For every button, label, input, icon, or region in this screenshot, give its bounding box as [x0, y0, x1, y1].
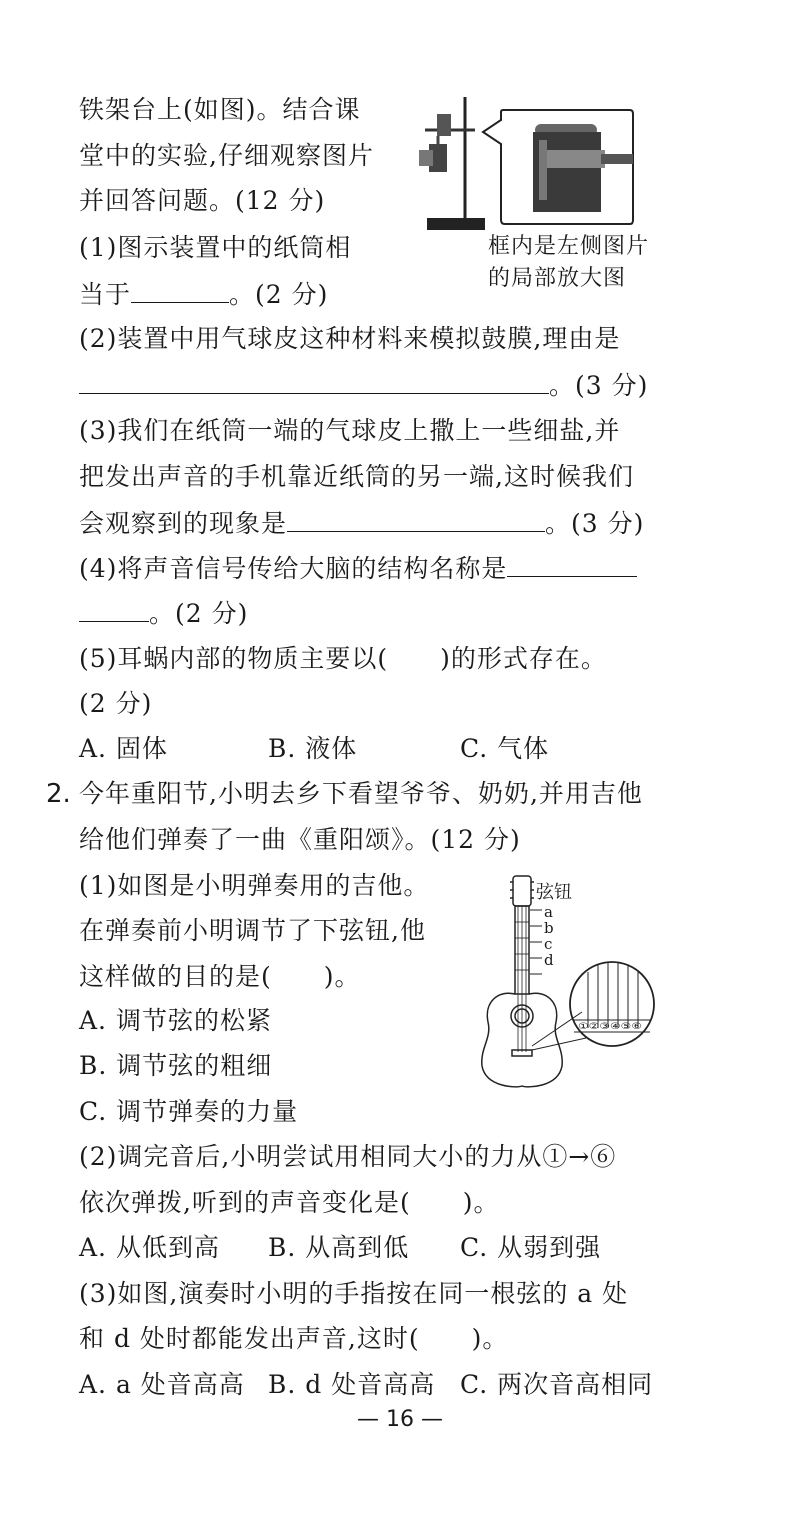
q1-p1-answer-blank[interactable]	[131, 278, 229, 303]
q2-p3-prefix: 和 d 处时都能发出声音,这时(	[79, 1324, 420, 1353]
q2-p1-option-a: A. 调节弦的松紧	[79, 1006, 272, 1035]
guitar-label-b: b	[544, 919, 554, 937]
iron-stand-illustration	[419, 97, 485, 230]
q1-p5-prefix: (5)耳蜗内部的物质主要以(	[79, 644, 389, 673]
q1-p2-answer-blank[interactable]	[79, 369, 549, 394]
q2-p2-option-c: C. 从弱到强	[460, 1233, 602, 1262]
q1-p3-line-3	[79, 507, 644, 540]
q1-p3-line-2: 把发出声音的手机靠近纸筒的另一端,这时候我们	[79, 462, 634, 491]
guitar-knob-label: 弦钮	[536, 882, 572, 903]
q1-p3-prefix: 会观察到的现象是	[79, 509, 288, 538]
q1-p5-option-a: A. 固体	[79, 734, 168, 763]
guitar-label-c: c	[544, 935, 553, 953]
q1-p5-option-c: C. 气体	[460, 734, 550, 763]
q1-p3-answer-blank[interactable]	[287, 507, 545, 532]
q1-p1-line-1: (1)图示装置中的纸筒相	[79, 233, 352, 262]
q2-p3-line-1: (3)如图,演奏时小明的手指按在同一根弦的 a 处	[79, 1279, 629, 1308]
q2-p2-line-2	[79, 1187, 499, 1219]
q2-p3-option-c: C. 两次音高相同	[460, 1370, 654, 1399]
q2-intro-line-1: 今年重阳节,小明去乡下看望爷爷、奶奶,并用吉他	[79, 779, 643, 808]
q1-p5-option-b: B. 液体	[268, 734, 358, 763]
q1-p4-line-1	[79, 552, 637, 585]
q2-p1-line-2: 在弹奏前小明调节了下弦钮,他	[79, 916, 426, 945]
q1-p5-line-2: (2 分)	[79, 689, 153, 718]
q1-p2-line-1: (2)装置中用气球皮这种材料来模拟鼓膜,理由是	[79, 324, 621, 353]
q2-p1-option-c: C. 调节弹奏的力量	[79, 1097, 299, 1126]
guitar-label-a: a	[544, 903, 553, 921]
q2-p3-suffix: )。	[471, 1324, 509, 1353]
q1-p1-prefix: 当于	[79, 280, 132, 309]
q2-p2-line-1: (2)调完音后,小明尝试用相同大小的力从①→⑥	[79, 1142, 617, 1171]
q2-p3-option-a: A. a 处音高高	[79, 1370, 245, 1399]
q1-p1-suffix: 。(2 分)	[229, 280, 329, 309]
q2-p1-option-b: B. 调节弦的粗细	[79, 1051, 273, 1080]
q2-p2-prefix: 依次弹拨,听到的声音变化是(	[79, 1188, 411, 1217]
q1-p4-suffix: 。(2 分)	[149, 599, 249, 628]
q1-p5-line-1	[79, 643, 607, 675]
q1-line-2: 堂中的实验,仔细观察图片	[79, 141, 374, 170]
q2-p1-suffix: )。	[323, 962, 361, 991]
q2-p3-line-2	[79, 1323, 508, 1355]
q1-p4-answer-blank-1[interactable]	[507, 552, 637, 577]
q2-p3-option-b: B. d 处音高高	[268, 1370, 436, 1399]
q2-p1-line-1: (1)如图是小明弹奏用的吉他。	[79, 871, 430, 900]
q1-p3-line-1: (3)我们在纸筒一端的气球皮上撒上一些细盐,并	[79, 416, 621, 445]
guitar-figure	[478, 870, 663, 1090]
q2-p2-option-a: A. 从低到高	[79, 1233, 220, 1262]
guitar-illustration	[482, 876, 654, 1087]
q1-p2-line-2	[79, 369, 648, 402]
q2-intro-line-2: 给他们弹奏了一曲《重阳颂》。(12 分)	[79, 825, 521, 854]
q1-line-1: 铁架台上(如图)。结合课	[79, 95, 361, 124]
q2-p1-prefix: 这样做的目的是(	[79, 962, 272, 991]
q1-p1-line-2	[79, 278, 328, 311]
q2-number: 2.	[46, 779, 71, 809]
q1-line-3: 并回答问题。(12 分)	[79, 186, 326, 215]
q1-p4-answer-blank-2[interactable]	[79, 597, 149, 622]
q2-p2-suffix: )。	[462, 1188, 500, 1217]
q1-p2-suffix: 。(3 分)	[549, 371, 649, 400]
guitar-string-numbers: ①②③④⑤⑥	[578, 1022, 642, 1032]
q2-p1-line-3	[79, 961, 361, 993]
q1-p5-suffix: )的形式存在。	[440, 644, 607, 673]
figure-caption-line-2: 的局部放大图	[488, 266, 627, 291]
apparatus-figure	[405, 92, 635, 252]
q1-p3-suffix: 。(3 分)	[545, 509, 645, 538]
q1-p4-prefix: (4)将声音信号传给大脑的结构名称是	[79, 554, 508, 583]
figure-caption-line-1: 框内是左侧图片	[488, 234, 650, 259]
q2-p2-option-b: B. 从高到低	[268, 1233, 410, 1262]
magnified-view	[483, 110, 633, 224]
guitar-label-d: d	[544, 951, 554, 969]
page-number: — 16 —	[357, 1407, 443, 1432]
q1-p4-line-2	[79, 597, 248, 630]
